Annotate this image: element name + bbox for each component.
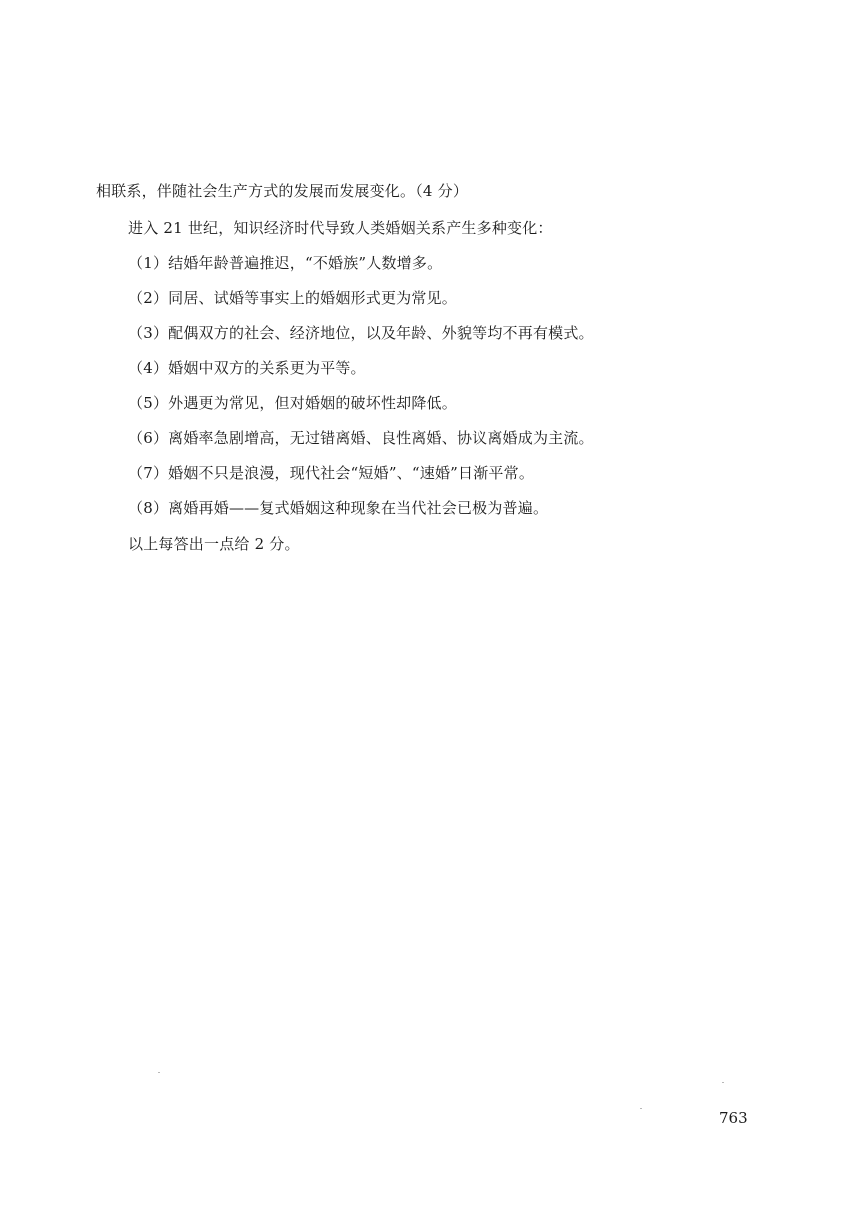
page-number: 763 <box>719 1109 748 1127</box>
paragraph-intro: 进入 21 世纪，知识经济时代导致人类婚姻关系产生多种变化： <box>128 219 553 237</box>
scan-speck <box>722 1082 724 1083</box>
list-item: （7）婚姻不只是浪漫，现代社会“短婚”、“速婚”日渐平常。 <box>128 464 535 482</box>
scan-speck <box>158 1072 160 1073</box>
scoring-note: 以上每答出一点给 2 分。 <box>128 535 300 553</box>
list-item: （8）离婚再婚——复式婚姻这种现象在当代社会已极为普遍。 <box>128 499 549 517</box>
list-item: （4）婚姻中双方的关系更为平等。 <box>128 359 366 377</box>
list-item: （6）离婚率急剧增高，无过错离婚、良性离婚、协议离婚成为主流。 <box>128 429 594 447</box>
list-item: （2）同居、试婚等事实上的婚姻形式更为常见。 <box>128 289 457 307</box>
list-item: （5）外遇更为常见，但对婚姻的破坏性却降低。 <box>128 394 457 412</box>
list-item: （1）结婚年龄普遍推迟，“不婚族”人数增多。 <box>128 254 443 272</box>
paragraph-continuation: 相联系，伴随社会生产方式的发展而发展变化。（4 分） <box>96 182 469 200</box>
list-item: （3）配偶双方的社会、经济地位，以及年龄、外貌等均不再有模式。 <box>128 324 594 342</box>
scan-speck <box>640 1108 642 1109</box>
